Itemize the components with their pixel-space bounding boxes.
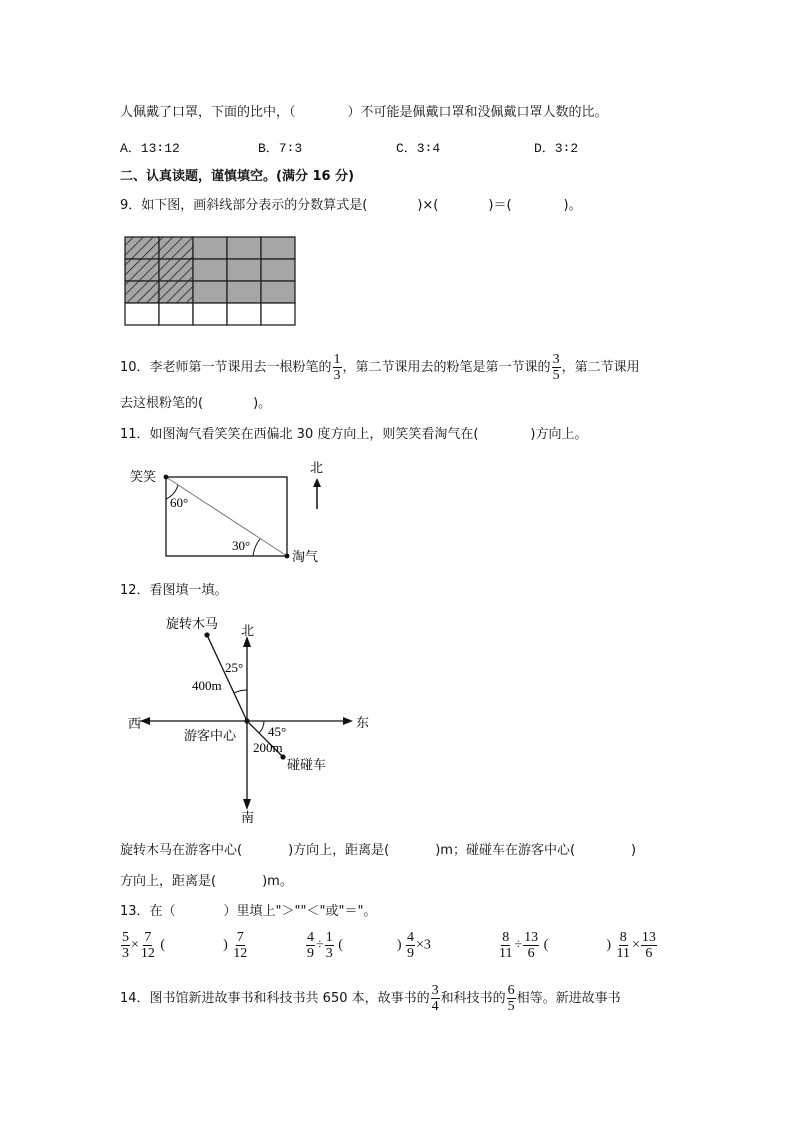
- distance-label-200: 200m: [253, 740, 283, 755]
- fraction-denominator: 5: [552, 368, 560, 383]
- section-heading: 二、认真读题，谨慎填空。(满分 16 分): [120, 169, 355, 184]
- q11-question-text: [120, 427, 588, 443]
- q12-text-e: 方向上，距离是(: [120, 874, 217, 889]
- fraction: [616, 930, 631, 961]
- q14-text-3: 相等。新进故事书: [516, 991, 621, 1006]
- q10-text-2: ，第二节课用去的粉笔是第一节课的: [342, 360, 551, 375]
- q8-question-text: [120, 105, 608, 121]
- q9-grid-figure: [124, 236, 298, 328]
- operator: ): [606, 937, 615, 953]
- fraction-numerator: 3: [431, 983, 439, 998]
- center-label: 游客中心: [184, 729, 237, 744]
- q10-fraction-2: [552, 352, 561, 383]
- q8-option-a[interactable]: A．13∶12: [120, 141, 180, 156]
- fraction: [641, 930, 657, 961]
- fraction-numerator: 5: [122, 930, 129, 945]
- q12-title: 12．看图填一填。: [120, 583, 228, 598]
- bumper-point: [280, 754, 285, 759]
- east-arrow-icon: [343, 717, 353, 725]
- south-label: 南: [241, 811, 255, 826]
- fraction-denominator: 4: [431, 999, 439, 1014]
- carousel-label: 旋转木马: [166, 617, 219, 632]
- shaded-cell: [193, 281, 227, 303]
- fraction: [325, 930, 334, 961]
- angle-label-60: 60°: [170, 495, 189, 510]
- q11-text-before: 11．如图淘气看笑笑在西偏北 30 度方向上，则笑笑看淘气在(: [120, 427, 479, 442]
- q13-comparison-item: [120, 930, 249, 961]
- fraction: [121, 930, 130, 961]
- fraction-numerator: 4: [407, 930, 415, 945]
- q9-question-text: [120, 198, 582, 214]
- operator: ×3: [416, 937, 431, 953]
- q13-text-before: 13．在（: [120, 904, 176, 919]
- carousel-point: [204, 632, 209, 637]
- fraction: [306, 930, 315, 961]
- q9-suffix: )。: [563, 198, 582, 213]
- empty-cell: [193, 303, 227, 325]
- hatched-cell: [125, 259, 159, 281]
- fraction-numerator: 13: [641, 930, 656, 945]
- q14-fraction-1: [431, 983, 440, 1014]
- bumper-label: 碰碰车: [287, 758, 327, 773]
- shaded-cell: [261, 259, 295, 281]
- angle-label-45: 45°: [268, 724, 287, 739]
- shaded-cell: [261, 237, 295, 259]
- q8-option-c[interactable]: C．3∶4: [396, 141, 441, 156]
- q10-question-line1: [120, 352, 640, 383]
- fraction-denominator: 9: [407, 946, 415, 961]
- shaded-cell: [193, 237, 227, 259]
- angle-arc-45: [259, 721, 264, 733]
- fraction-denominator: 6: [527, 946, 535, 961]
- empty-cell: [159, 303, 193, 325]
- fraction-numerator: 1: [333, 352, 341, 367]
- taoqi-label: 淘气: [292, 550, 319, 565]
- q11-figure: [120, 455, 340, 570]
- q11-diagonal: [166, 477, 287, 556]
- operator: ÷: [514, 937, 523, 953]
- xiaoxiao-point: [164, 475, 169, 480]
- q14-text-2: 和科技书的: [440, 991, 506, 1006]
- west-arrow-icon: [140, 717, 150, 725]
- q10-text-1: 10．李老师第一节课用去一根粉笔的: [120, 360, 332, 375]
- fraction-numerator: 8: [502, 930, 510, 945]
- xiaoxiao-label: 笑笑: [130, 470, 157, 485]
- fraction: [140, 930, 156, 961]
- q12-question-line1: [120, 843, 636, 859]
- fraction-numerator: 4: [307, 930, 314, 945]
- fraction-denominator: 11: [616, 946, 630, 961]
- shaded-cell: [227, 259, 261, 281]
- fraction: [523, 930, 539, 961]
- operator: ×: [632, 937, 640, 953]
- q12-figure: [120, 610, 380, 830]
- shaded-cell: [193, 259, 227, 281]
- fraction-numerator: 6: [507, 983, 515, 998]
- q8-text-before: 人佩戴了口罩，下面的比中，（: [120, 105, 296, 120]
- fraction-denominator: 6: [645, 946, 653, 961]
- q12-text-b: )方向上，距离是(: [288, 843, 390, 858]
- north-arrowhead-icon: [313, 478, 321, 487]
- distance-label-400: 400m: [192, 678, 222, 693]
- operator: ÷: [316, 937, 324, 953]
- empty-cell: [227, 303, 261, 325]
- q12-text-d: ): [631, 843, 637, 858]
- q9-times: )×(: [417, 198, 439, 213]
- q8-option-d[interactable]: D．3∶2: [534, 141, 579, 156]
- q14-question-line1: [120, 983, 621, 1014]
- west-label: 西: [128, 717, 142, 732]
- hatched-cell: [159, 259, 193, 281]
- fraction-denominator: 12: [140, 946, 155, 961]
- q10-fraction-1: [333, 352, 342, 383]
- south-arrow-icon: [243, 799, 251, 810]
- q10-text-3: ，第二节课用: [561, 360, 640, 375]
- fraction-numerator: 7: [144, 930, 152, 945]
- fraction-denominator: 3: [333, 368, 341, 383]
- fraction-numerator: 1: [325, 930, 333, 945]
- fraction-numerator: 7: [236, 930, 244, 945]
- north-label: 北: [310, 461, 324, 476]
- angle-label-30: 30°: [232, 538, 251, 553]
- operator: (: [540, 937, 549, 953]
- q10-text-5: )。: [253, 396, 272, 411]
- q13-comparison-item: [305, 930, 431, 961]
- angle-arc-30: [253, 539, 260, 556]
- shaded-cell: [227, 237, 261, 259]
- operator: (: [156, 937, 166, 953]
- fraction-denominator: 3: [122, 946, 129, 961]
- hatched-cell: [159, 281, 193, 303]
- fraction: [498, 930, 513, 961]
- q10-text-4: 去这根粉笔的(: [120, 396, 204, 411]
- east-label: 东: [356, 716, 370, 731]
- q13-title: [120, 904, 376, 920]
- q9-equals: )＝(: [488, 198, 512, 213]
- shaded-cell: [261, 281, 295, 303]
- fraction-denominator: 3: [325, 946, 333, 961]
- empty-cell: [261, 303, 295, 325]
- fraction: [406, 930, 415, 961]
- q12-text-c: )m；碰碰车在游客中心(: [435, 843, 576, 858]
- operator: ): [223, 937, 232, 953]
- hatched-cell: [159, 237, 193, 259]
- angle-label-25: 25°: [225, 660, 244, 675]
- fraction-denominator: 9: [307, 946, 314, 961]
- shaded-cell: [227, 281, 261, 303]
- fraction-numerator: 13: [524, 930, 539, 945]
- q8-text-after: ）不可能是佩戴口罩和没佩戴口罩人数的比。: [347, 105, 608, 120]
- hatched-cell: [125, 281, 159, 303]
- fraction-numerator: 3: [552, 352, 560, 367]
- center-point: [244, 718, 249, 723]
- q13-comparison-item: [497, 930, 658, 961]
- fraction-numerator: 8: [619, 930, 627, 945]
- hatched-cell: [125, 237, 159, 259]
- empty-cell: [125, 303, 159, 325]
- q13-text-after: ）里填上"＞""＜"或"＝"。: [223, 904, 377, 919]
- fraction: [232, 930, 248, 961]
- q14-text-1: 14．图书馆新进故事书和科技书共 650 本，故事书的: [120, 991, 430, 1006]
- operator: ): [396, 937, 406, 953]
- q14-fraction-2: [507, 983, 516, 1014]
- q11-text-after: )方向上。: [530, 427, 588, 442]
- q10-question-line2: [120, 396, 271, 412]
- fraction-denominator: 12: [233, 946, 248, 961]
- q12-text-f: )m。: [262, 874, 293, 889]
- fraction-denominator: 11: [499, 946, 513, 961]
- north-label: 北: [241, 624, 255, 639]
- q9-prefix: 9．如下图，画斜线部分表示的分数算式是(: [120, 198, 368, 213]
- fraction-denominator: 5: [507, 999, 515, 1014]
- angle-arc-25: [234, 690, 247, 693]
- q12-text-a: 旋转木马在游客中心(: [120, 843, 243, 858]
- q8-option-b[interactable]: B．7∶3: [258, 141, 303, 156]
- operator: ×: [131, 937, 139, 953]
- operator: (: [334, 937, 343, 953]
- q12-question-line2: [120, 874, 293, 890]
- taoqi-point: [285, 554, 290, 559]
